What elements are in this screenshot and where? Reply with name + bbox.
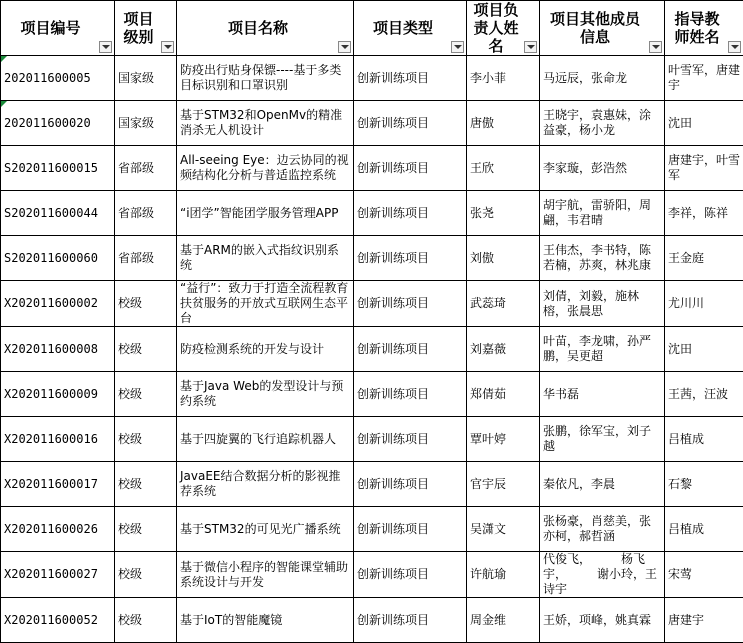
cell-members[interactable]: 刘倩，刘毅，施林榕，张晨思 — [540, 281, 665, 327]
cell-project-name[interactable]: 基于IoT的智能魔镜 — [177, 598, 354, 643]
cell-project-type[interactable]: 创新训练项目 — [354, 281, 467, 327]
table-body — [1, 56, 743, 643]
cell-project-id[interactable]: X202011600016 — [1, 417, 115, 462]
cell-project-name[interactable]: All-seeing Eye：边云协同的视频结构化分析与普适监控系统 — [177, 146, 354, 191]
cell-comment-marker-icon — [1, 56, 7, 62]
cell-members[interactable]: 胡宇航，雷骄阳，周翩，韦君晴 — [540, 191, 665, 236]
cell-advisor[interactable]: 王金庭 — [665, 236, 743, 281]
header-leader: 项目负责人姓名 — [467, 1, 540, 56]
header-row — [1, 1, 743, 56]
cell-project-level[interactable]: 国家级 — [115, 56, 177, 101]
cell-advisor[interactable]: 吕植成 — [665, 507, 743, 552]
cell-members[interactable]: 王晓宇，袁惠妹，涂益豪，杨小龙 — [540, 101, 665, 146]
cell-project-name[interactable]: 基于ARM的嵌入式指纹识别系统 — [177, 236, 354, 281]
cell-leader[interactable]: 唐傲 — [467, 101, 540, 146]
cell-project-type[interactable]: 创新训练项目 — [354, 56, 467, 101]
cell-leader[interactable]: 许航瑜 — [467, 552, 540, 598]
cell-project-type[interactable]: 创新训练项目 — [354, 372, 467, 417]
cell-advisor[interactable]: 唐建宇，叶雪军 — [665, 146, 743, 191]
cell-comment-marker-icon — [1, 101, 7, 107]
cell-project-type[interactable]: 创新训练项目 — [354, 101, 467, 146]
cell-project-level[interactable]: 省部级 — [115, 146, 177, 191]
cell-project-type[interactable]: 创新训练项目 — [354, 327, 467, 372]
cell-project-id[interactable]: 202011600020 — [1, 101, 115, 146]
cell-leader[interactable]: 覃叶婷 — [467, 417, 540, 462]
table-row — [1, 327, 743, 372]
cell-project-name[interactable]: JavaEE结合数据分析的影视推荐系统 — [177, 462, 354, 507]
header-project-name: 项目名称 — [177, 1, 354, 56]
cell-advisor[interactable]: 唐建宇 — [665, 598, 743, 643]
table-row — [1, 462, 743, 507]
cell-project-id[interactable]: X202011600027 — [1, 552, 115, 598]
cell-project-name[interactable]: 基于Java Web的发型设计与预约系统 — [177, 372, 354, 417]
filter-dropdown-icon[interactable] — [161, 41, 174, 53]
header-members: 项目其他成员信息 — [540, 1, 665, 56]
cell-advisor[interactable]: 李祥，陈祥 — [665, 191, 743, 236]
header-project-type: 项目类型 — [354, 1, 467, 56]
cell-project-name[interactable]: “益行”：致力于打造全流程教育扶贫服务的开放式互联网生态平台 — [177, 281, 354, 327]
table-row — [1, 598, 743, 643]
table-row — [1, 552, 743, 598]
cell-project-level[interactable]: 校级 — [115, 462, 177, 507]
cell-project-type[interactable]: 创新训练项目 — [354, 507, 467, 552]
filter-dropdown-icon[interactable] — [524, 41, 537, 53]
table-row — [1, 191, 743, 236]
table-row — [1, 236, 743, 281]
header-project-id: 项目编号 — [1, 1, 115, 56]
filter-dropdown-icon[interactable] — [649, 41, 662, 53]
cell-members[interactable]: 王伟杰，李书特，陈若楠，苏爽，林兆康 — [540, 236, 665, 281]
cell-project-level[interactable]: 省部级 — [115, 236, 177, 281]
table-row — [1, 417, 743, 462]
table-row — [1, 146, 743, 191]
cell-advisor[interactable]: 沈田 — [665, 327, 743, 372]
cell-project-type[interactable]: 创新训练项目 — [354, 236, 467, 281]
table-row — [1, 281, 743, 327]
cell-leader[interactable]: 武蕊琦 — [467, 281, 540, 327]
cell-project-type[interactable]: 创新训练项目 — [354, 417, 467, 462]
cell-advisor[interactable]: 王茜，汪波 — [665, 372, 743, 417]
cell-project-level[interactable]: 校级 — [115, 281, 177, 327]
table-row — [1, 507, 743, 552]
cell-project-level[interactable]: 国家级 — [115, 101, 177, 146]
cell-leader[interactable]: 周金维 — [467, 598, 540, 643]
cell-members[interactable]: 张杨豪，肖慈美，张亦柯，郝哲涵 — [540, 507, 665, 552]
cell-leader[interactable]: 刘傲 — [467, 236, 540, 281]
cell-project-type[interactable]: 创新训练项目 — [354, 191, 467, 236]
cell-leader[interactable]: 李小菲 — [467, 56, 540, 101]
cell-project-level[interactable]: 校级 — [115, 598, 177, 643]
cell-leader[interactable]: 张尧 — [467, 191, 540, 236]
cell-advisor[interactable]: 吕植成 — [665, 417, 743, 462]
cell-project-level[interactable]: 省部级 — [115, 191, 177, 236]
filter-dropdown-icon[interactable] — [728, 41, 741, 53]
cell-project-type[interactable]: 创新训练项目 — [354, 552, 467, 598]
cell-members[interactable]: 叶苗，李龙啸，孙严鹏，吴更超 — [540, 327, 665, 372]
cell-project-id[interactable]: X202011600002 — [1, 281, 115, 327]
cell-project-type[interactable]: 创新训练项目 — [354, 462, 467, 507]
header-advisor: 指导教师姓名 — [665, 1, 743, 56]
cell-project-id[interactable]: S202011600060 — [1, 236, 115, 281]
cell-project-level[interactable]: 校级 — [115, 372, 177, 417]
filter-dropdown-icon[interactable] — [451, 41, 464, 53]
cell-project-id[interactable]: X202011600052 — [1, 598, 115, 643]
cell-project-name[interactable]: 基于STM32和OpenMv的精准消杀无人机设计 — [177, 101, 354, 146]
cell-project-id[interactable]: S202011600015 — [1, 146, 115, 191]
cell-leader[interactable]: 郑倩茹 — [467, 372, 540, 417]
cell-project-name[interactable]: 防疫检测系统的开发与设计 — [177, 327, 354, 372]
cell-members[interactable]: 秦依凡，李晨 — [540, 462, 665, 507]
cell-project-level[interactable]: 校级 — [115, 507, 177, 552]
cell-project-level[interactable]: 校级 — [115, 552, 177, 598]
cell-leader[interactable]: 王欣 — [467, 146, 540, 191]
cell-advisor[interactable]: 石黎 — [665, 462, 743, 507]
cell-project-name[interactable]: 基于微信小程序的智能课堂辅助系统设计与开发 — [177, 552, 354, 598]
table-row — [1, 101, 743, 146]
cell-members[interactable]: 代俊飞， 杨飞宇， 谢小玲，王诗宇 — [540, 552, 665, 598]
table-row — [1, 372, 743, 417]
cell-project-level[interactable]: 校级 — [115, 327, 177, 372]
cell-project-id[interactable]: X202011600009 — [1, 372, 115, 417]
cell-project-id[interactable]: S202011600044 — [1, 191, 115, 236]
cell-leader[interactable]: 官宇辰 — [467, 462, 540, 507]
filter-dropdown-icon[interactable] — [338, 41, 351, 53]
cell-project-type[interactable]: 创新训练项目 — [354, 146, 467, 191]
cell-project-name[interactable]: “i团学”智能团学服务管理APP — [177, 191, 354, 236]
cell-project-id[interactable]: 202011600005 — [1, 56, 115, 101]
cell-project-id[interactable]: X202011600026 — [1, 507, 115, 552]
cell-leader[interactable]: 刘嘉薇 — [467, 327, 540, 372]
cell-members[interactable]: 马远辰，张命龙 — [540, 56, 665, 101]
filter-dropdown-icon[interactable] — [99, 41, 112, 53]
cell-leader[interactable]: 吴潇文 — [467, 507, 540, 552]
table-row — [1, 56, 743, 101]
header-project-level: 项目级别 — [115, 1, 177, 56]
cell-members[interactable]: 李家璇，彭浩然 — [540, 146, 665, 191]
cell-advisor[interactable]: 尤川川 — [665, 281, 743, 327]
cell-members[interactable]: 张鹏，徐军宝，刘子越 — [540, 417, 665, 462]
cell-project-type[interactable]: 创新训练项目 — [354, 598, 467, 643]
cell-advisor[interactable]: 沈田 — [665, 101, 743, 146]
cell-project-id[interactable]: X202011600017 — [1, 462, 115, 507]
cell-members[interactable]: 王娇，项峰，姚真霖 — [540, 598, 665, 643]
cell-advisor[interactable]: 叶雪军，唐建宇 — [665, 56, 743, 101]
cell-members[interactable]: 华书磊 — [540, 372, 665, 417]
cell-advisor[interactable]: 宋莺 — [665, 552, 743, 598]
cell-project-name[interactable]: 基于四旋翼的飞行追踪机器人 — [177, 417, 354, 462]
cell-project-id[interactable]: X202011600008 — [1, 327, 115, 372]
cell-project-name[interactable]: 基于STM32的可见光广播系统 — [177, 507, 354, 552]
cell-project-name[interactable]: 防疫出行贴身保镖----基于多类目标识别和口罩识别 — [177, 56, 354, 101]
cell-project-level[interactable]: 校级 — [115, 417, 177, 462]
